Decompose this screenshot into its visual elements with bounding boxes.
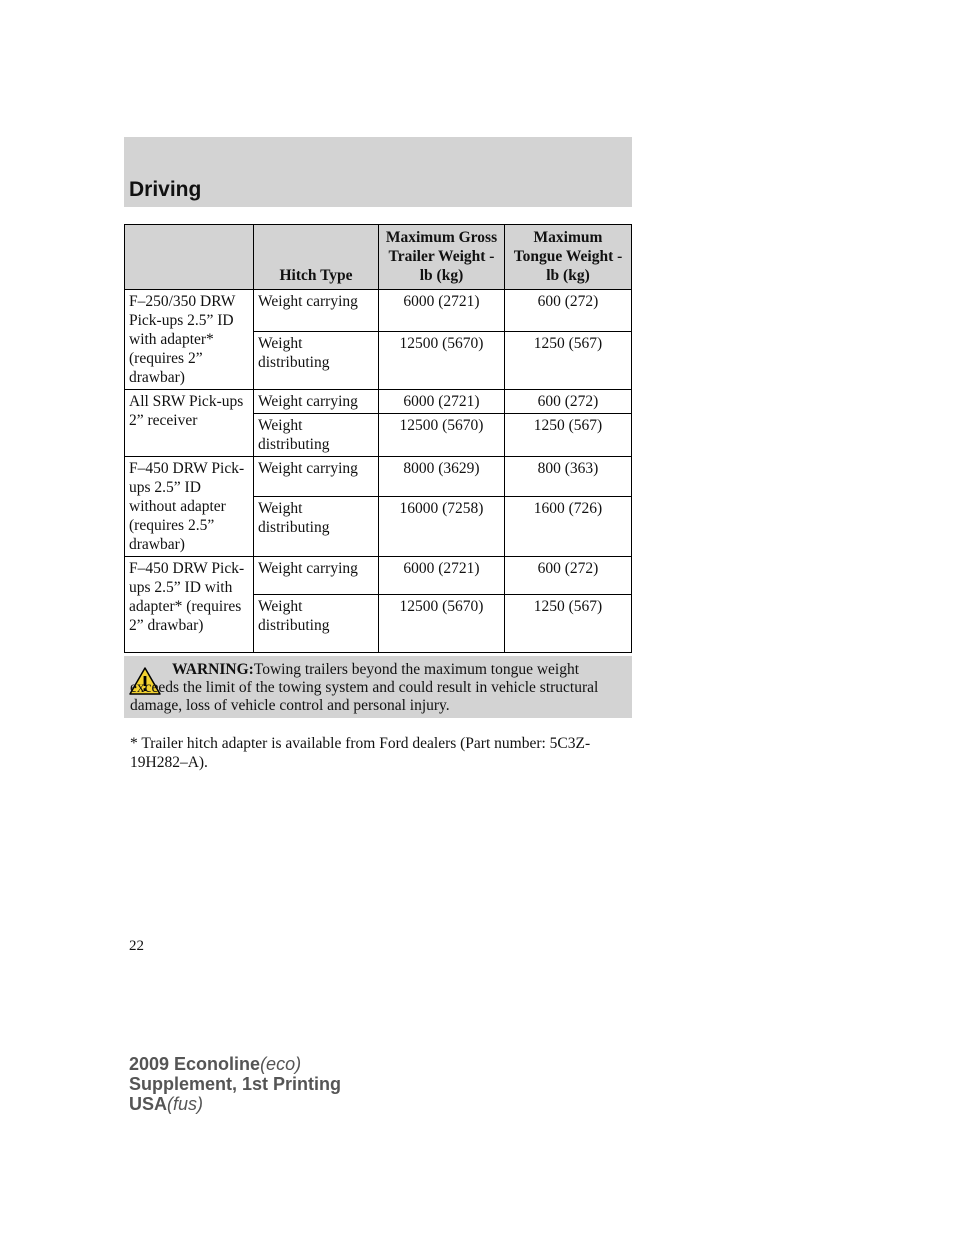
tongue-weight-cell: 1600 (726) bbox=[505, 496, 632, 556]
column-header-gross-trailer-weight: Maximum Gross Trailer Weight - lb (kg) bbox=[379, 225, 505, 290]
column-header-vehicle bbox=[125, 225, 254, 290]
footnote: * Trailer hitch adapter is available from Ford dealers (Part number: 5C3Z-19H282–A). bbox=[130, 735, 591, 771]
hitch-type-cell: Weight carrying bbox=[254, 390, 379, 414]
hitch-type-cell: Weight carrying bbox=[254, 290, 379, 332]
hitch-type-cell: Weight distributing bbox=[254, 332, 379, 390]
hitch-type-cell: Weight distributing bbox=[254, 414, 379, 457]
hitch-type-cell: Weight carrying bbox=[254, 557, 379, 595]
hitch-type-cell: Weight distributing bbox=[254, 595, 379, 653]
vehicle-cell: F–450 DRW Pick-ups 2.5” ID without adapter (requires 2.5” drawbar) bbox=[125, 457, 254, 557]
imprint-model: 2009 Econoline bbox=[129, 1054, 261, 1074]
table-row bbox=[125, 290, 632, 332]
warning-text bbox=[130, 661, 628, 715]
gross-weight-cell: 12500 (5670) bbox=[379, 332, 505, 390]
warning-message: Towing trailers beyond the maximum tongue weight exceeds the limit of the towing system and could result in vehicle structural damage, loss of vehicle control and personal injury. bbox=[130, 661, 599, 714]
section-title: Driving bbox=[129, 178, 202, 201]
imprint-market: USA bbox=[129, 1094, 168, 1114]
imprint-market-code: (fus) bbox=[167, 1094, 204, 1114]
vehicle-cell: All SRW Pick-ups 2” receiver bbox=[125, 390, 254, 457]
vehicle-cell: F–250/350 DRW Pick-ups 2.5” ID with adapter* (requires 2” drawbar) bbox=[125, 290, 254, 390]
tongue-weight-cell: 1250 (567) bbox=[505, 595, 632, 653]
column-header-hitch-type: Hitch Type bbox=[254, 225, 379, 290]
imprint bbox=[129, 1054, 341, 1114]
gross-weight-cell: 6000 (2721) bbox=[379, 390, 505, 414]
gross-weight-cell: 12500 (5670) bbox=[379, 414, 505, 457]
table-row bbox=[125, 557, 632, 595]
tongue-weight-cell: 800 (363) bbox=[505, 457, 632, 497]
gross-weight-cell: 16000 (7258) bbox=[379, 496, 505, 556]
towing-spec-table bbox=[124, 224, 632, 653]
table-row bbox=[125, 390, 632, 414]
gross-weight-cell: 12500 (5670) bbox=[379, 595, 505, 653]
tongue-weight-cell: 600 (272) bbox=[505, 557, 632, 595]
gross-weight-cell: 6000 (2721) bbox=[379, 557, 505, 595]
imprint-edition: Supplement, 1st Printing bbox=[129, 1074, 342, 1094]
column-header-tongue-weight: Maximum Tongue Weight - lb (kg) bbox=[505, 225, 632, 290]
page-number: 22 bbox=[129, 938, 144, 954]
tongue-weight-cell: 600 (272) bbox=[505, 290, 632, 332]
imprint-model-code: (eco) bbox=[260, 1054, 302, 1074]
table-header-row bbox=[125, 225, 632, 290]
hitch-type-cell: Weight carrying bbox=[254, 457, 379, 497]
hitch-type-cell: Weight distributing bbox=[254, 496, 379, 556]
vehicle-cell: F–450 DRW Pick-ups 2.5” ID with adapter* (requires 2” drawbar) bbox=[125, 557, 254, 653]
warning-label: WARNING: bbox=[172, 661, 254, 678]
gross-weight-cell: 8000 (3629) bbox=[379, 457, 505, 497]
tongue-weight-cell: 600 (272) bbox=[505, 390, 632, 414]
tongue-weight-cell: 1250 (567) bbox=[505, 332, 632, 390]
tongue-weight-cell: 1250 (567) bbox=[505, 414, 632, 457]
table-row bbox=[125, 457, 632, 497]
gross-weight-cell: 6000 (2721) bbox=[379, 290, 505, 332]
